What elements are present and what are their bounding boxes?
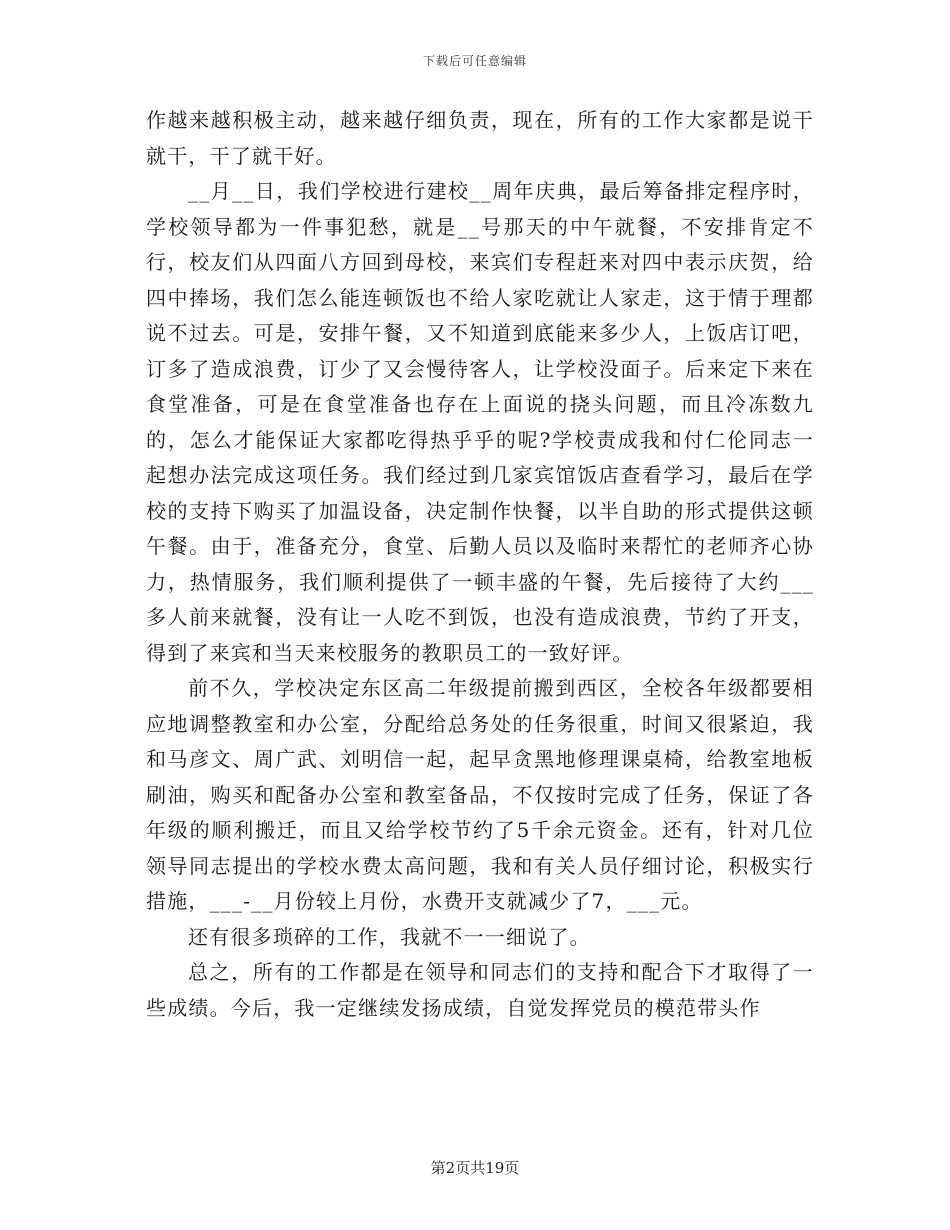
page-number: 第2页共19页 bbox=[430, 1159, 520, 1177]
paragraph-other-work: 还有很多琐碎的工作，我就不一一细说了。 bbox=[188, 924, 591, 949]
page-header: 下载后可任意编辑 bbox=[422, 54, 527, 68]
paragraph-continued: 作越来越积极主动，越来越仔细负责，现在，所有的工作大家都是说干就干，干了就干好。 bbox=[146, 108, 814, 168]
paragraph-relocation: 前不久，学校决定东区高二年级提前搬到西区，全校各年级都要相应地调整教室和办公室，分配给总务处的任务很重，时间又很紧迫，我和马彦文、周广武、刘明信一起，起早贪黑地修理课桌椅，给教室地板刷油，购买和配备办公室和教室备品，不仅按时完成了任务，保证了各年级的顺利搬迁，而且又给学校节约了5千余元资金。还有，针对几位领导同志提出的学校水费太高问题，我和有关人员仔细讨论，积极实行措施，___-__月份较上月份，水费开支就减少了7，___元。 bbox=[146, 676, 814, 913]
paragraph-summary: 总之，所有的工作都是在领导和同志们的支持和配合下才取得了一些成绩。今后，我一定继续发扬成绩，自觉发挥党员的模范带头作 bbox=[146, 960, 814, 1020]
paragraph-anniversary-lunch: __月__日，我们学校进行建校__周年庆典，最后筹备排定程序时，学校领导都为一件事犯愁，就是__号那天的中午就餐，不安排肯定不行，校友们从四面八方回到母校，来宾们专程赶来对四中表示庆贺，给四中捧场，我们怎么能连顿饭也不给人家吃就让人家走，这于情于理都说不过去。可是，安排午餐，又不知道到底能来多少人，上饭店订吧，订多了造成浪费，订少了又会慢待客人，让学校没面子。后来定下来在食堂准备，可是在食堂准备也存在上面说的挠头问题，而且冷冻数九的，怎么才能保证大家都吃得热乎乎的呢?学校责成我和付仁伦同志一起想办法完成这项任务。我们经过到几家宾馆饭店查看学习，最后在学校的支持下购买了加温设备，决定制作快餐，以半自助的形式提供这顿午餐。由于，准备充分，食堂、后勤人员以及临时来帮忙的老师齐心协力，热情服务，我们顺利提供了一顿丰盛的午餐，先后接待了大约___多人前来就餐，没有让一人吃不到饭，也没有造成浪费，节约了开支，得到了来宾和当天来校服务的教职员工的一致好评。 bbox=[146, 179, 814, 665]
document-body bbox=[146, 103, 814, 1026]
